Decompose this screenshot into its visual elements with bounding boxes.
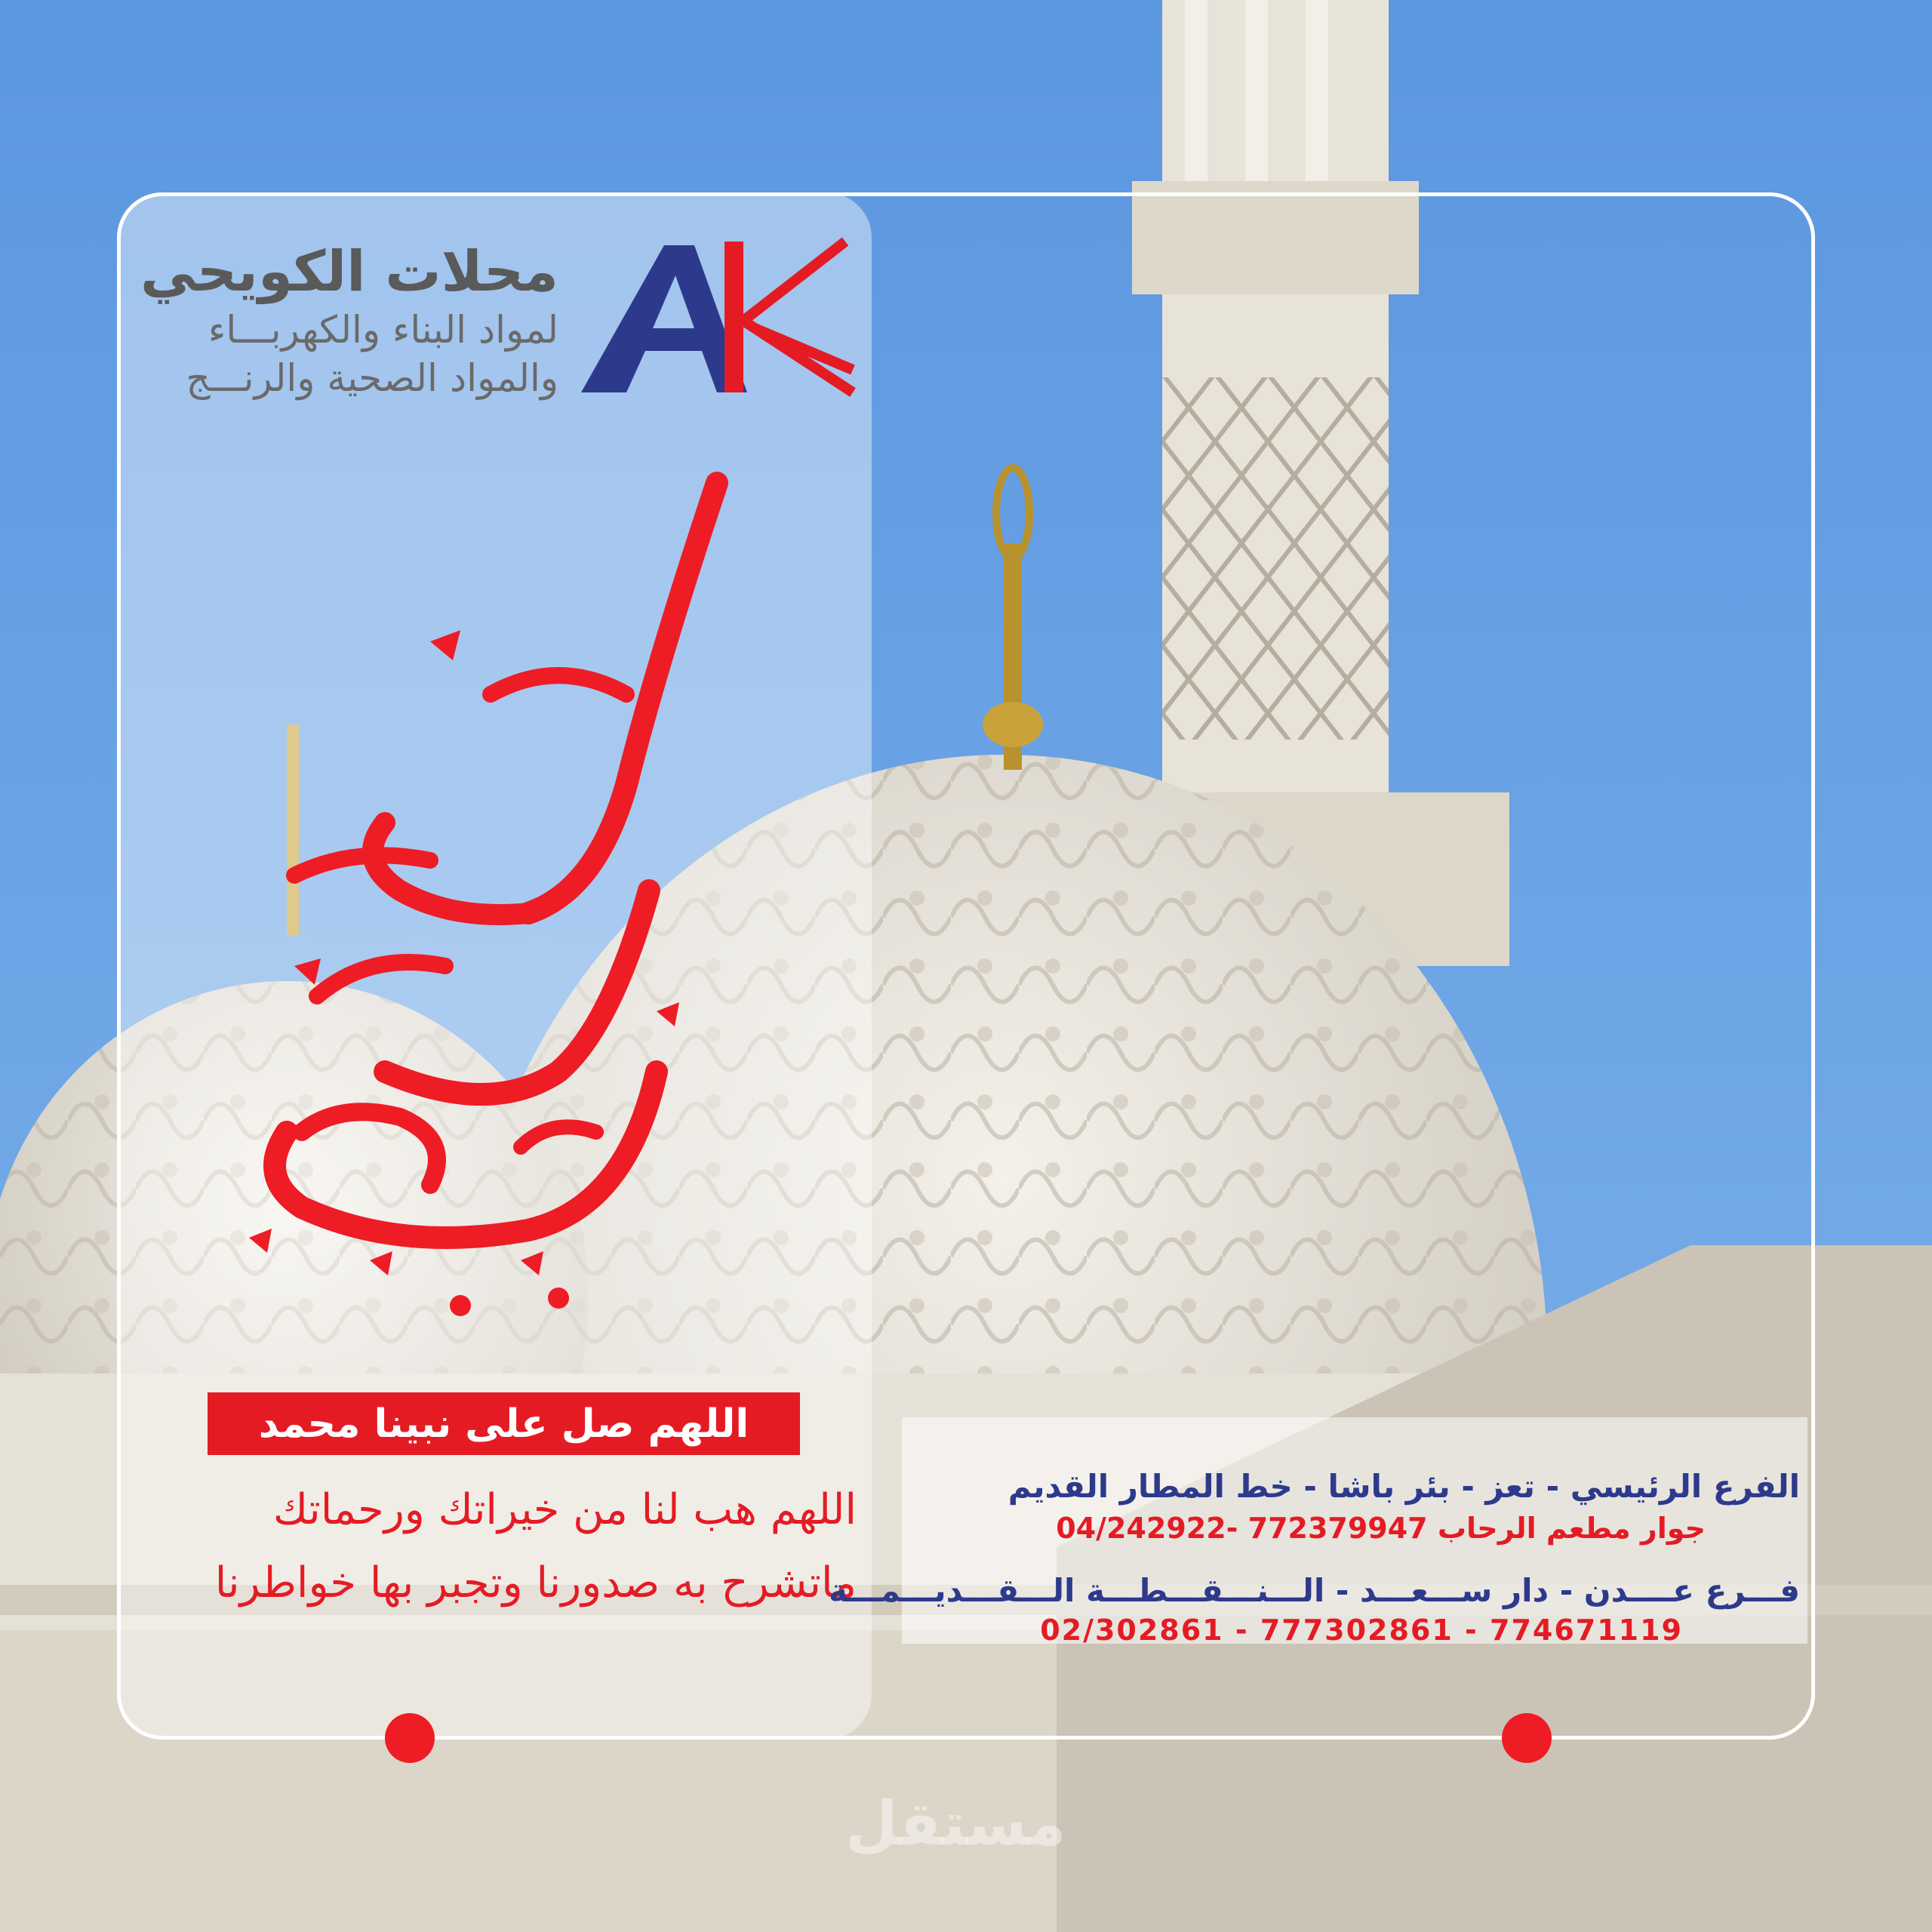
ak-logo xyxy=(574,230,860,404)
red-dot-right xyxy=(1502,1713,1552,1763)
salawat-banner xyxy=(208,1392,800,1455)
main-branch-detail: جوار مطعم الرحاب 772379947 -04/242922 xyxy=(1056,1512,1706,1545)
aden-branch-phones: 774671119 - 777302861 - 02/302861 xyxy=(1040,1614,1683,1647)
company-name-block xyxy=(140,238,558,402)
watermark: مستقل xyxy=(845,1789,1066,1859)
aden-branch-title: فـــرع عــــدن - دار ســـعـــد - الـــنـــقـــطـــة الـــقـــديـــمـــة xyxy=(829,1572,1800,1609)
company-line2: والمواد الصحية والرنـــج xyxy=(186,356,558,400)
prayer-line-2: ماتشرح به صدورنا وتجبر بها خواطرنا xyxy=(214,1558,857,1607)
company-name: محلات الكويحي xyxy=(140,239,558,304)
greeting-word-2 xyxy=(475,913,506,926)
prayer-line-1: اللهم هب لنا من خيراتك ورحماتك xyxy=(272,1485,857,1534)
main-branch-title: الفرع الرئيسي - تعز - بئر باشا - خط المطار القديم xyxy=(1008,1468,1800,1505)
company-line1: لمواد البناء والكهربـــاء xyxy=(208,308,558,352)
red-dot-left xyxy=(385,1713,435,1763)
salawat-text: اللهم صل على نبينا محمد xyxy=(258,1401,749,1447)
